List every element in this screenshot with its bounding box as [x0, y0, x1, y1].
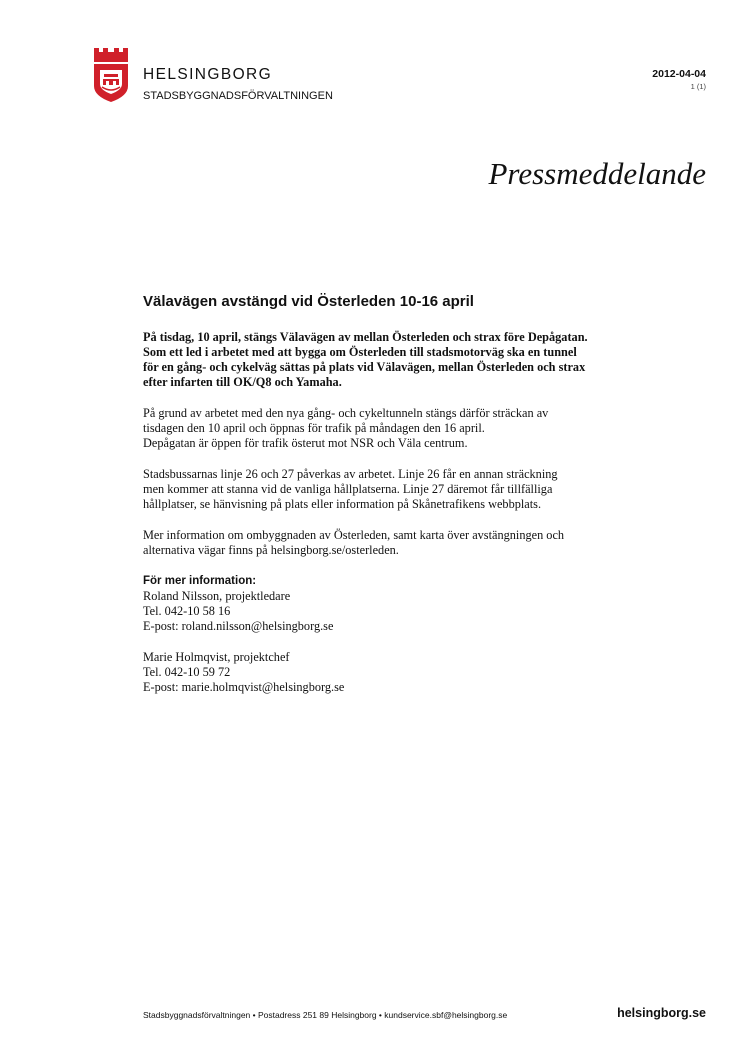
- lead-line: för en gång- och cykelväg sättas på plats vid Välavägen, mellan Österleden och strax: [143, 360, 586, 374]
- lead-line: Som ett led i arbetet med att bygga om Österleden till stadsmotorväg ska en tunnel: [143, 345, 577, 359]
- footer-website: helsingborg.se: [617, 1006, 706, 1020]
- paragraph-closure: [143, 406, 623, 451]
- contact-name: Marie Holmqvist, projektchef: [143, 650, 290, 664]
- org-name: HELSINGBORG: [143, 66, 273, 83]
- paragraph-line: Mer information om ombyggnaden av Österleden, samt karta över avstängningen och: [143, 528, 565, 542]
- footer-address: Stadsbyggnadsförvaltningen • Postadress 251 89 Helsingborg • kundservice.sbf@helsingborg.se: [143, 1010, 508, 1020]
- contact-email: E-post: marie.holmqvist@helsingborg.se: [143, 680, 345, 694]
- paragraph-line: men kommer att stanna vid de vanliga hållplatserna. Linje 27 däremot får tillfälliga: [143, 482, 553, 496]
- contact-heading: För mer information:: [143, 575, 257, 587]
- lead-paragraph: [143, 330, 623, 390]
- contact-phone: Tel. 042-10 59 72: [143, 665, 231, 679]
- contact-phone: Tel. 042-10 58 16: [143, 604, 231, 618]
- press-headline: Välavägen avstängd vid Österleden 10-16 april: [143, 293, 474, 310]
- paragraph-line: alternativa vägar finns på helsingborg.se/osterleden.: [143, 543, 399, 557]
- contact-email: E-post: roland.nilsson@helsingborg.se: [143, 619, 334, 633]
- paragraph-line: På grund av arbetet med den nya gång- och cykeltunneln stängs därför sträckan av: [143, 406, 549, 420]
- document-type: Pressmeddelande: [488, 156, 706, 191]
- lead-line: efter infarten till OK/Q8 och Yamaha.: [143, 375, 342, 389]
- paragraph-buses: [143, 467, 623, 512]
- paragraph-line: tisdagen den 10 april och öppnas för trafik på måndagen den 16 april.: [143, 421, 485, 435]
- lead-line: På tisdag, 10 april, stängs Välavägen av mellan Österleden och strax före Depågatan.: [143, 330, 588, 344]
- contact-block: [143, 574, 623, 634]
- helsingborg-logo: [92, 46, 130, 104]
- contact-name: Roland Nilsson, projektledare: [143, 589, 291, 603]
- coat-of-arms-icon: [92, 46, 130, 104]
- document-date: 2012-04-04: [652, 68, 706, 80]
- paragraph-line: Stadsbussarnas linje 26 och 27 påverkas av arbetet. Linje 26 får en annan sträckning: [143, 467, 558, 481]
- paragraph-line: hållplatser, se hänvisning på plats eller information på Skånetrafikens webbplats.: [143, 497, 542, 511]
- paragraph-line: Depågatan är öppen för trafik österut mot NSR och Väla centrum.: [143, 436, 468, 450]
- article-body: [143, 330, 623, 711]
- paragraph-more-info: [143, 528, 623, 558]
- contact-block: [143, 650, 623, 695]
- department-name: STADSBYGGNADSFÖRVALTNINGEN: [143, 90, 333, 102]
- page-number: 1 (1): [690, 82, 706, 91]
